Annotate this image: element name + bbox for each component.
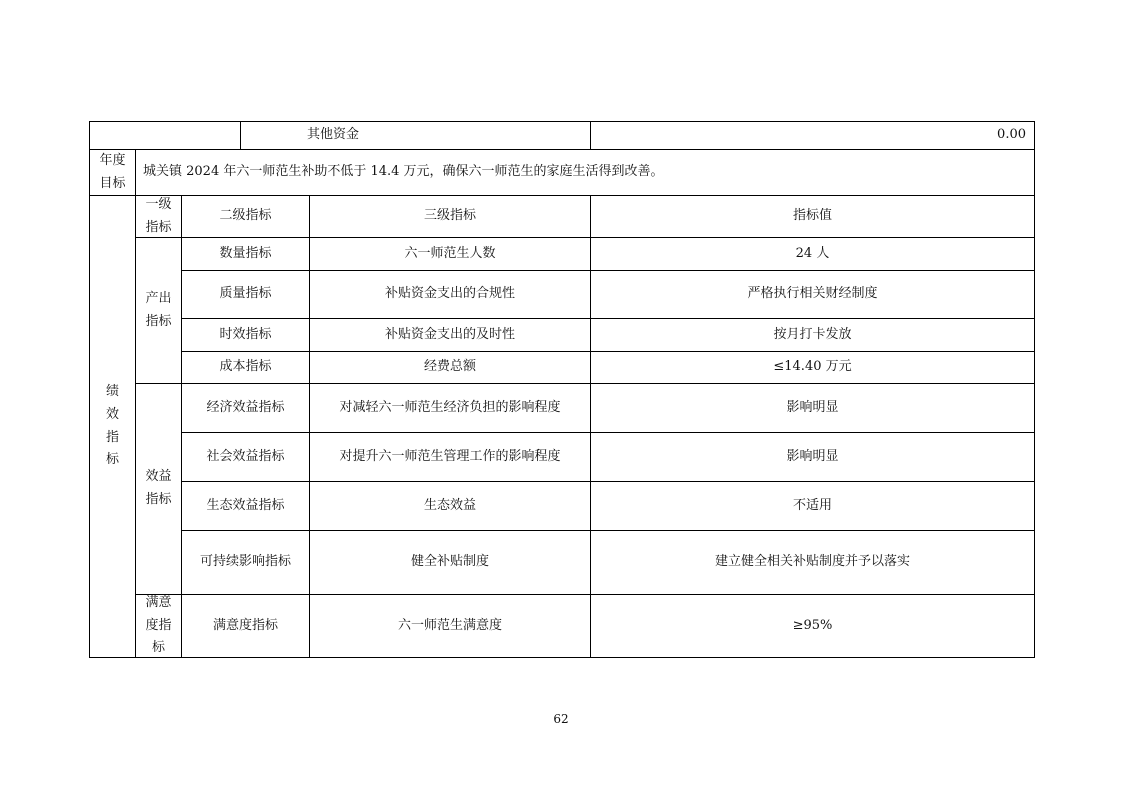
output-indicators-group: 产出 指标 <box>135 237 182 384</box>
header-level2: 二级指标 <box>181 195 310 238</box>
header-level1: 一级 指标 <box>135 195 182 238</box>
indicator-value: 影响明显 <box>590 432 1035 482</box>
indicator-value: 按月打卡发放 <box>590 318 1035 352</box>
indicator-level2: 经济效益指标 <box>181 383 310 433</box>
indicator-level2: 满意度指标 <box>181 594 310 658</box>
annual-goal-label: 年度 目标 <box>89 149 136 196</box>
indicator-value: ≥95% <box>590 594 1035 658</box>
indicator-level3: 经费总额 <box>309 351 591 384</box>
header-level3: 三级指标 <box>309 195 591 238</box>
indicator-level3: 健全补贴制度 <box>309 530 591 595</box>
indicator-value: 严格执行相关财经制度 <box>590 270 1035 319</box>
funds-value: 0.00 <box>590 121 1035 150</box>
indicator-level3: 补贴资金支出的合规性 <box>309 270 591 319</box>
funds-blank-cell <box>89 121 241 150</box>
indicator-level2: 成本指标 <box>181 351 310 384</box>
indicator-level2: 质量指标 <box>181 270 310 319</box>
indicator-level2: 数量指标 <box>181 237 310 271</box>
indicator-level3: 对提升六一师范生管理工作的影响程度 <box>309 432 591 482</box>
indicator-value: 24 人 <box>590 237 1035 271</box>
indicator-level3: 六一师范生人数 <box>309 237 591 271</box>
indicator-value: 影响明显 <box>590 383 1035 433</box>
indicator-level2: 社会效益指标 <box>181 432 310 482</box>
indicator-level2: 可持续影响指标 <box>181 530 310 595</box>
indicator-level2: 生态效益指标 <box>181 481 310 531</box>
indicator-value: ≤14.40 万元 <box>590 351 1035 384</box>
indicator-level3: 补贴资金支出的及时性 <box>309 318 591 352</box>
annual-goal-text: 城关镇 2024 年六一师范生补助不低于 14.4 万元，确保六一师范生的家庭生活得到改善。 <box>135 149 1035 196</box>
indicator-level2: 时效指标 <box>181 318 310 352</box>
performance-indicators-label: 绩 效 指 标 <box>89 195 136 658</box>
funds-label: 其他资金 <box>240 121 591 150</box>
benefit-indicators-group: 效益 指标 <box>135 383 182 595</box>
indicator-level3: 对减轻六一师范生经济负担的影响程度 <box>309 383 591 433</box>
indicator-level3: 六一师范生满意度 <box>309 594 591 658</box>
header-value: 指标值 <box>590 195 1035 238</box>
indicator-value: 建立健全相关补贴制度并予以落实 <box>590 530 1035 595</box>
indicator-value: 不适用 <box>590 481 1035 531</box>
satisfaction-indicators-group: 满意 度指 标 <box>135 594 182 658</box>
indicator-level3: 生态效益 <box>309 481 591 531</box>
page-number: 62 <box>553 712 569 726</box>
